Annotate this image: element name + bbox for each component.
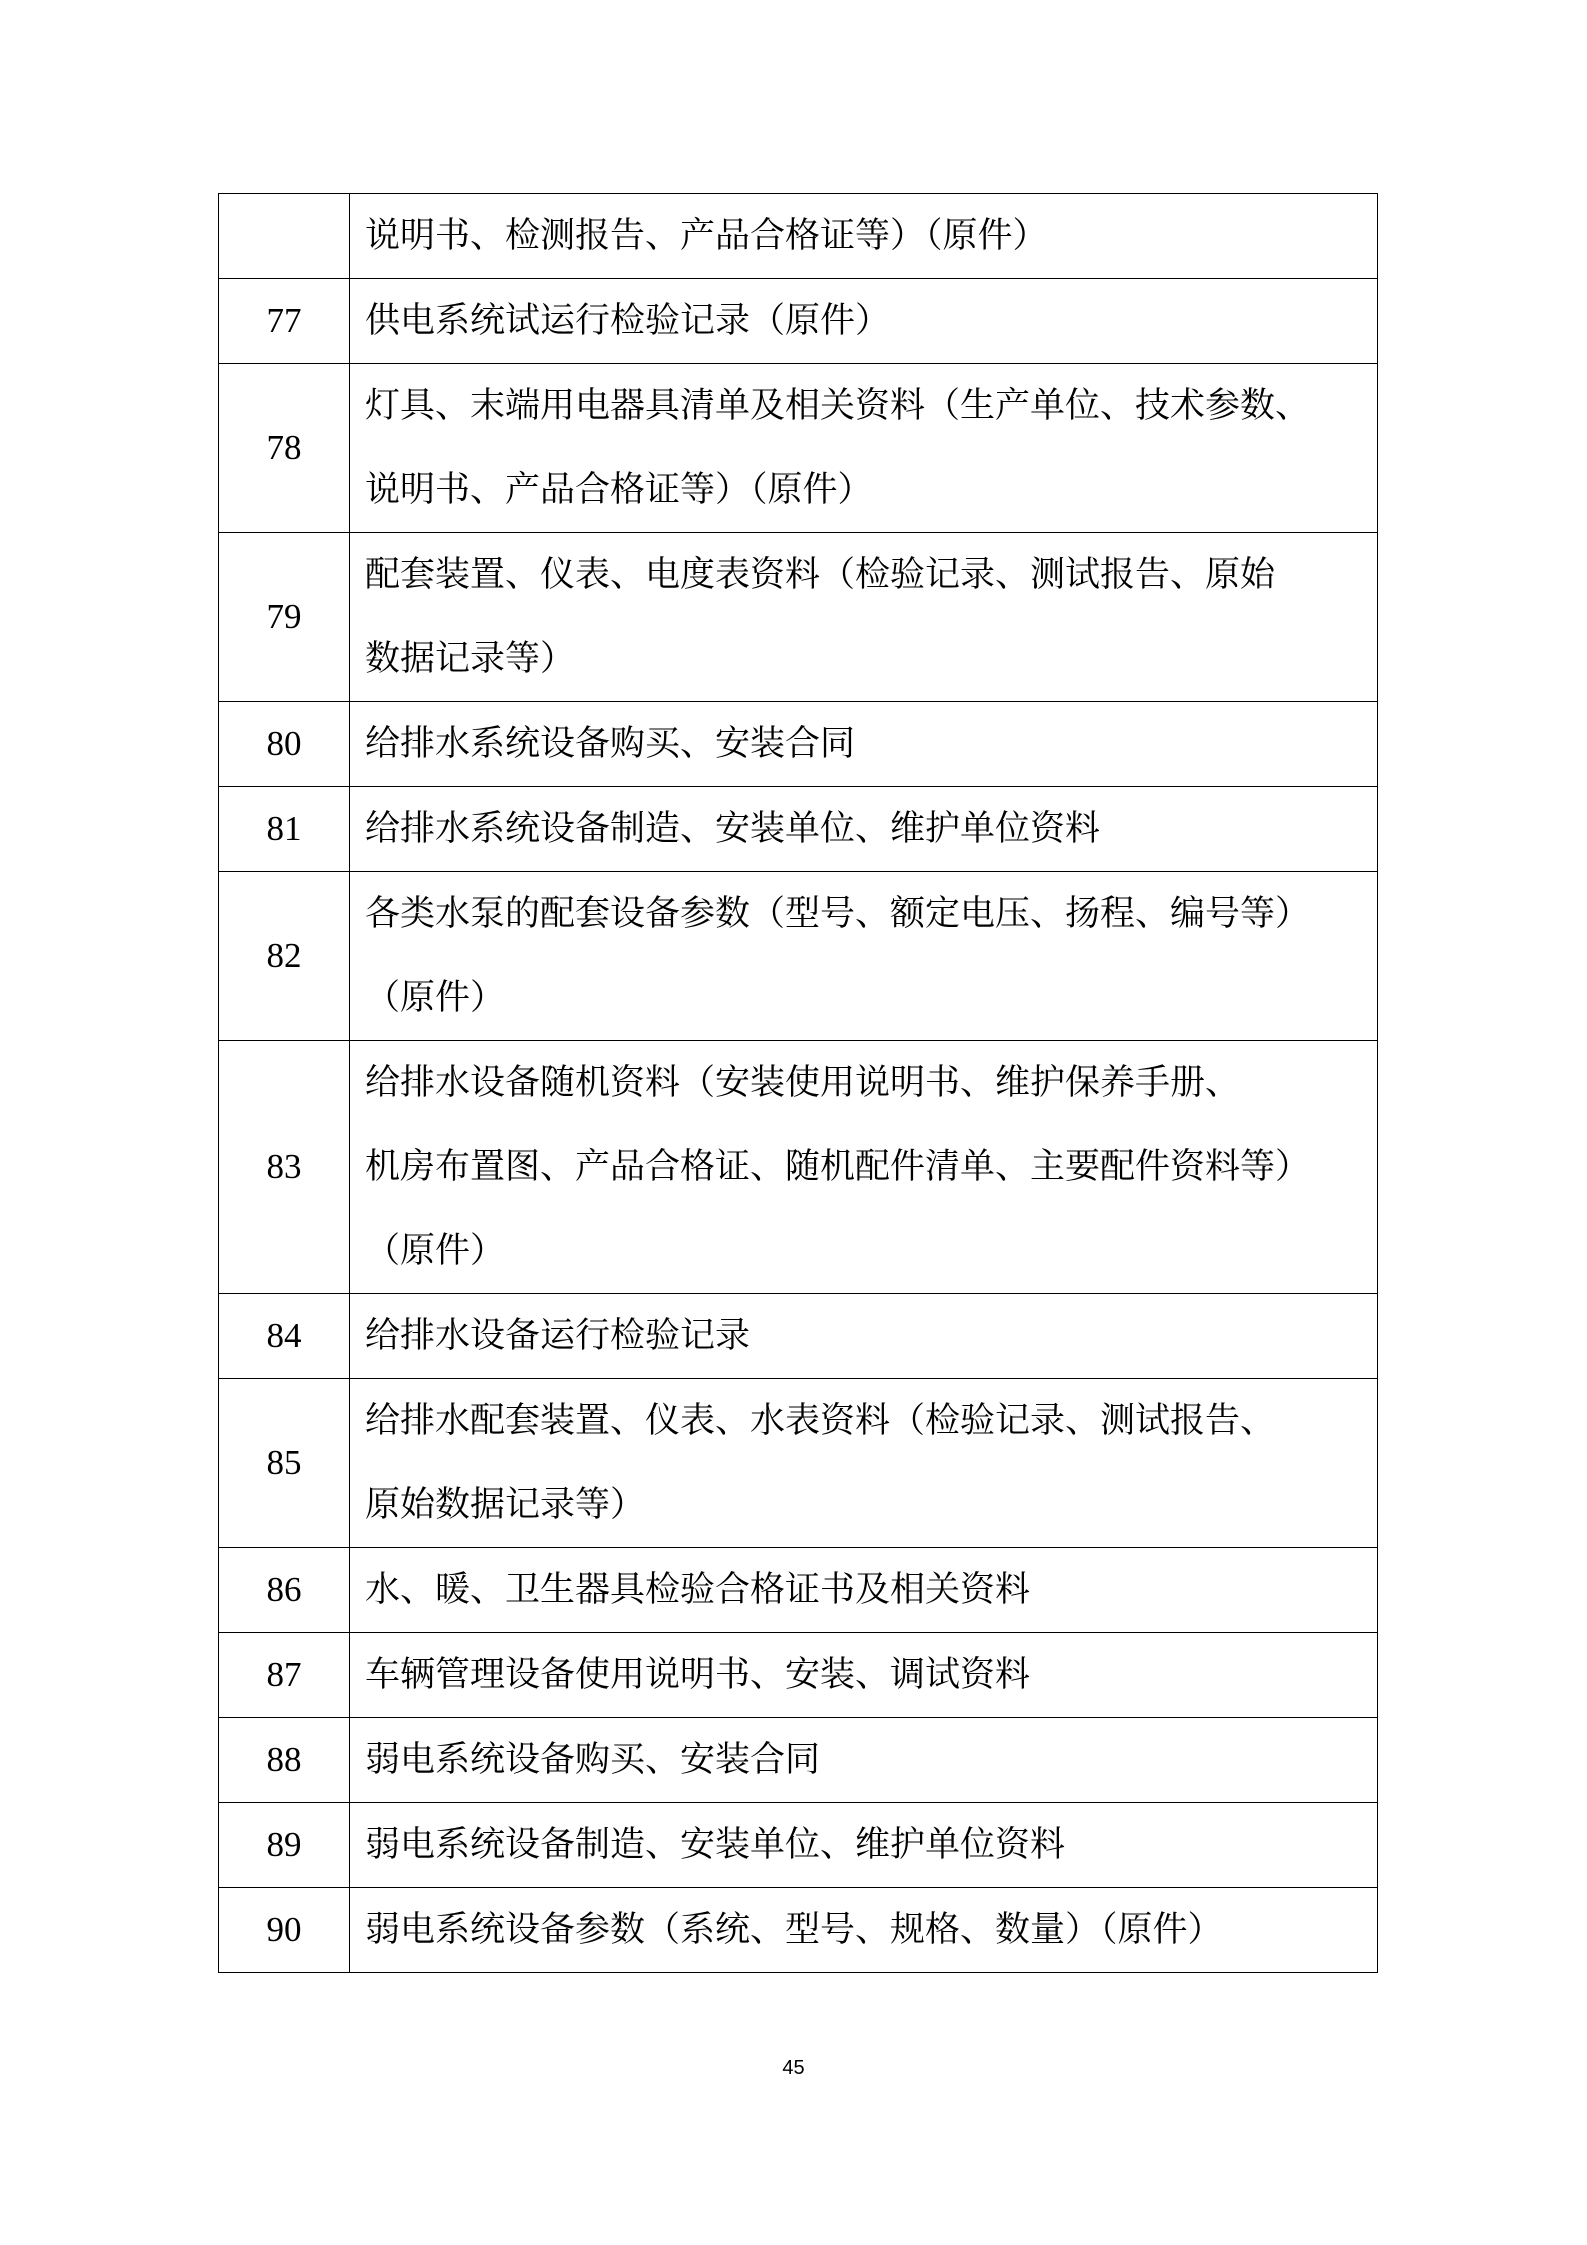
item-number: 87 (219, 1633, 350, 1718)
item-description (350, 1718, 1378, 1803)
item-description (350, 1294, 1378, 1379)
description-line: 车辆管理设备使用说明书、安装、调试资料 (365, 1655, 1031, 1695)
description-line: 机房布置图、产品合格证、随机配件清单、主要配件资料等） (365, 1147, 1311, 1187)
item-number: 84 (219, 1294, 350, 1379)
table-row (219, 872, 1378, 1041)
item-description (350, 533, 1378, 702)
table-row (219, 1803, 1378, 1888)
description-line: 弱电系统设备参数（系统、型号、规格、数量）（原件） (365, 1910, 1223, 1950)
table-body (219, 194, 1378, 1973)
description-line: 数据记录等） (365, 639, 576, 679)
page-number: 45 (782, 2057, 805, 2079)
item-description (350, 1041, 1378, 1294)
description-line: 供电系统试运行检验记录（原件） (365, 301, 891, 341)
description-line: （原件） (365, 1231, 506, 1271)
item-number: 79 (219, 533, 350, 702)
item-description (350, 1803, 1378, 1888)
description-line: 给排水系统设备购买、安装合同 (365, 724, 856, 764)
description-line: 说明书、检测报告、产品合格证等）（原件） (365, 216, 1048, 256)
table-row (219, 194, 1378, 279)
item-number: 80 (219, 702, 350, 787)
item-number: 88 (219, 1718, 350, 1803)
document-table (218, 193, 1378, 1973)
item-number: 78 (219, 364, 350, 533)
description-line: 给排水设备随机资料（安装使用说明书、维护保养手册、 (365, 1063, 1241, 1103)
item-description (350, 787, 1378, 872)
item-number: 77 (219, 279, 350, 364)
table-row (219, 364, 1378, 533)
item-description (350, 1633, 1378, 1718)
table-row (219, 1718, 1378, 1803)
description-line: （原件） (365, 978, 506, 1018)
item-number: 83 (219, 1041, 350, 1294)
description-line: 原始数据记录等） (365, 1485, 646, 1525)
item-number: 89 (219, 1803, 350, 1888)
description-line: 弱电系统设备制造、安装单位、维护单位资料 (365, 1825, 1066, 1865)
description-line: 水、暖、卫生器具检验合格证书及相关资料 (365, 1570, 1031, 1610)
item-number: 90 (219, 1888, 350, 1973)
table-row (219, 1633, 1378, 1718)
table-row (219, 1379, 1378, 1548)
item-description (350, 279, 1378, 364)
description-line: 各类水泵的配套设备参数（型号、额定电压、扬程、编号等） (365, 894, 1311, 934)
description-line: 灯具、末端用电器具清单及相关资料（生产单位、技术参数、 (365, 386, 1311, 426)
description-line: 给排水设备运行检验记录 (365, 1316, 751, 1356)
table-row (219, 787, 1378, 872)
description-line: 给排水配套装置、仪表、水表资料（检验记录、测试报告、 (365, 1401, 1276, 1441)
item-description (350, 194, 1378, 279)
table-row (219, 702, 1378, 787)
table-row (219, 1294, 1378, 1379)
item-number: 82 (219, 872, 350, 1041)
item-description (350, 364, 1378, 533)
item-description (350, 1888, 1378, 1973)
item-number: 85 (219, 1379, 350, 1548)
table-row (219, 279, 1378, 364)
item-description (350, 1548, 1378, 1633)
item-number: 86 (219, 1548, 350, 1633)
item-number (219, 194, 350, 279)
table-row (219, 1548, 1378, 1633)
table-row (219, 1888, 1378, 1973)
item-description (350, 702, 1378, 787)
item-number: 81 (219, 787, 350, 872)
item-description (350, 1379, 1378, 1548)
item-description (350, 872, 1378, 1041)
table-row (219, 1041, 1378, 1294)
description-line: 说明书、产品合格证等）（原件） (365, 470, 873, 510)
description-line: 配套装置、仪表、电度表资料（检验记录、测试报告、原始 (365, 555, 1276, 595)
description-line: 给排水系统设备制造、安装单位、维护单位资料 (365, 809, 1101, 849)
description-line: 弱电系统设备购买、安装合同 (365, 1740, 821, 1780)
table-row (219, 533, 1378, 702)
